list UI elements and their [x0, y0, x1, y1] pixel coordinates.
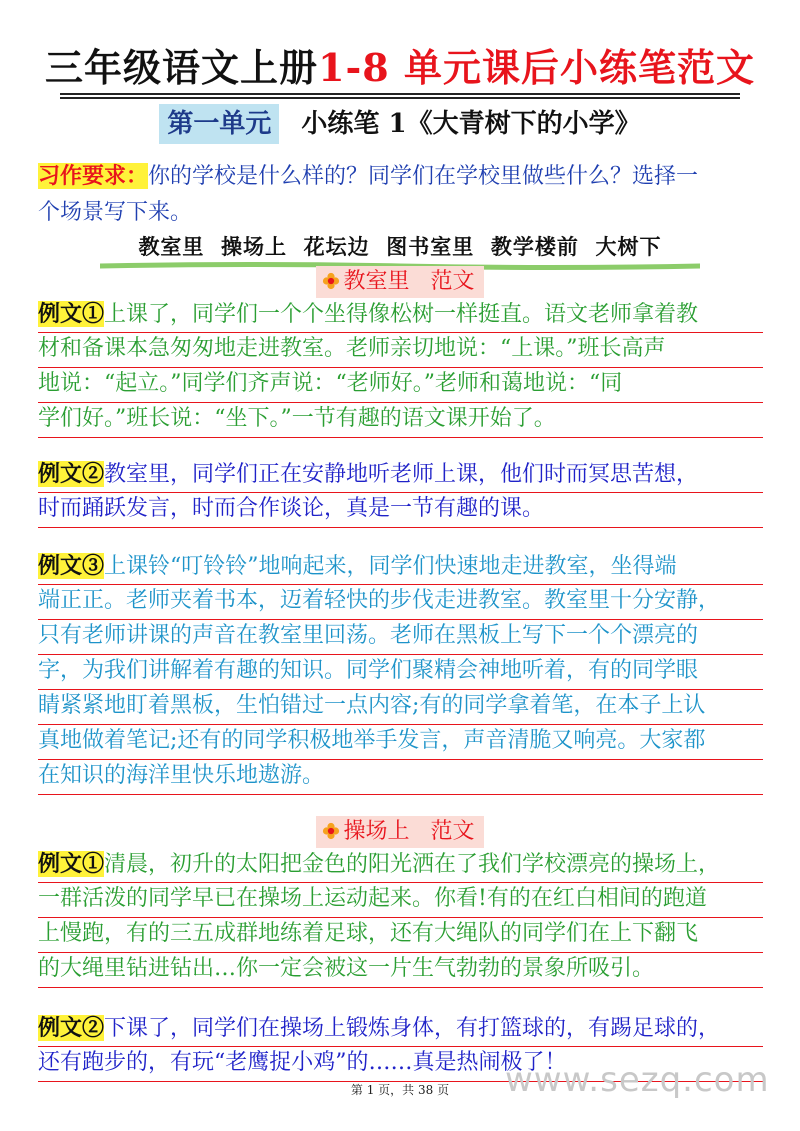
flower-icon: [322, 822, 340, 840]
example-line: 的大绳里钻进钻出…你一定会被这一片生气勃勃的景象所吸引。: [38, 953, 763, 988]
example-classroom-2: [38, 458, 763, 528]
scene-list: 教室里 操场上 花坛边 图书室里 教学楼前 大树下: [138, 234, 662, 259]
section-heading-box: [316, 266, 485, 298]
requirement-tag: 习作要求：: [38, 163, 149, 189]
example-line: 上课了，同学们一个个坐得像松树一样挺直。语文老师拿着教: [104, 302, 699, 327]
example-line: 上课铃“叮铃铃”地响起来，同学们快速地走进教室，坐得端: [104, 554, 677, 579]
title-rule-top: [60, 93, 740, 95]
example-line: 材和备课本急匆匆地走进教室。老师亲切地说：“上课。”班长高声: [38, 333, 763, 368]
section-heading-classroom: [0, 266, 800, 298]
unit-text: 小练笔 1《大青树下的小学》: [301, 109, 641, 139]
unit-title: [0, 104, 800, 144]
example-tag: 例文①: [38, 301, 105, 327]
requirement-line-2: 个场景写下来。: [38, 200, 193, 225]
page-title-black: 三年级语文上册: [45, 45, 319, 90]
example-line: 睛紧紧地盯着黑板，生怕错过一点内容;有的同学拿着笔，在本子上认: [38, 690, 763, 725]
example-line: 端正正。老师夹着书本，迈着轻快的步伐走进教室。教室里十分安静，: [38, 585, 763, 620]
example-classroom-1: [38, 298, 763, 438]
flower-icon: [322, 272, 340, 290]
example-line: 一群活泼的同学早已在操场上运动起来。你看!有的在红白相间的跑道: [38, 883, 763, 918]
section-heading-text: 教室里 范文: [343, 269, 475, 294]
example-tag: 例文①: [38, 851, 105, 877]
example-line: 在知识的海洋里快乐地遨游。: [38, 760, 763, 795]
example-line: 下课了，同学们在操场上锻炼身体，有打篮球的，有踢足球的，: [104, 1016, 721, 1041]
example-line: 学们好。”班长说：“坐下。”一节有趣的语文课开始了。: [38, 403, 763, 438]
example-tag: 例文③: [38, 553, 105, 579]
example-line: 清晨，初升的太阳把金色的阳光洒在了我们学校漂亮的操场上，: [104, 852, 721, 877]
example-tag: 例文②: [38, 1015, 105, 1041]
example-line: 上慢跑，有的三五成群地练着足球，还有大绳队的同学们在上下翻飞: [38, 918, 763, 953]
example-line: 时而踊跃发言，时而合作谈论，真是一节有趣的课。: [38, 493, 763, 528]
example-line: 地说：“起立。”同学们齐声说：“老师好。”老师和蔼地说：“同: [38, 368, 763, 403]
page-footer: 第 1 页，共 38 页: [350, 1083, 450, 1097]
title-rule-bottom: [60, 97, 740, 99]
requirement: [38, 158, 763, 231]
section-heading-playground: [0, 816, 800, 848]
page-title-red: 1-8 单元课后小练笔范文: [318, 45, 755, 90]
watermark: www.sezq.com: [505, 1060, 770, 1100]
example-playground-1: [38, 848, 763, 988]
example-line: 还有跑步的，有玩“老鹰捉小鸡”的……真是热闹极了！: [38, 1047, 763, 1082]
example-line: 字，为我们讲解着有趣的知识。同学们聚精会神地听着，有的同学眼: [38, 655, 763, 690]
example-tag: 例文②: [38, 461, 105, 487]
section-heading-text: 操场上 范文: [343, 819, 475, 844]
example-classroom-3: [38, 550, 763, 795]
page-title: [0, 42, 800, 94]
example-line: 只有老师讲课的声音在教室里回荡。老师在黑板上写下一个个漂亮的: [38, 620, 763, 655]
requirement-line-1: 你的学校是什么样的？同学们在学校里做些什么？选择一: [148, 164, 699, 189]
example-line: 教室里，同学们正在安静地听老师上课，他们时而冥思苦想，: [104, 462, 699, 487]
example-line: 真地做着笔记;还有的同学积极地举手发言，声音清脆又响亮。大家都: [38, 725, 763, 760]
unit-tag: 第一单元: [159, 104, 279, 144]
section-heading-box: [316, 816, 485, 848]
